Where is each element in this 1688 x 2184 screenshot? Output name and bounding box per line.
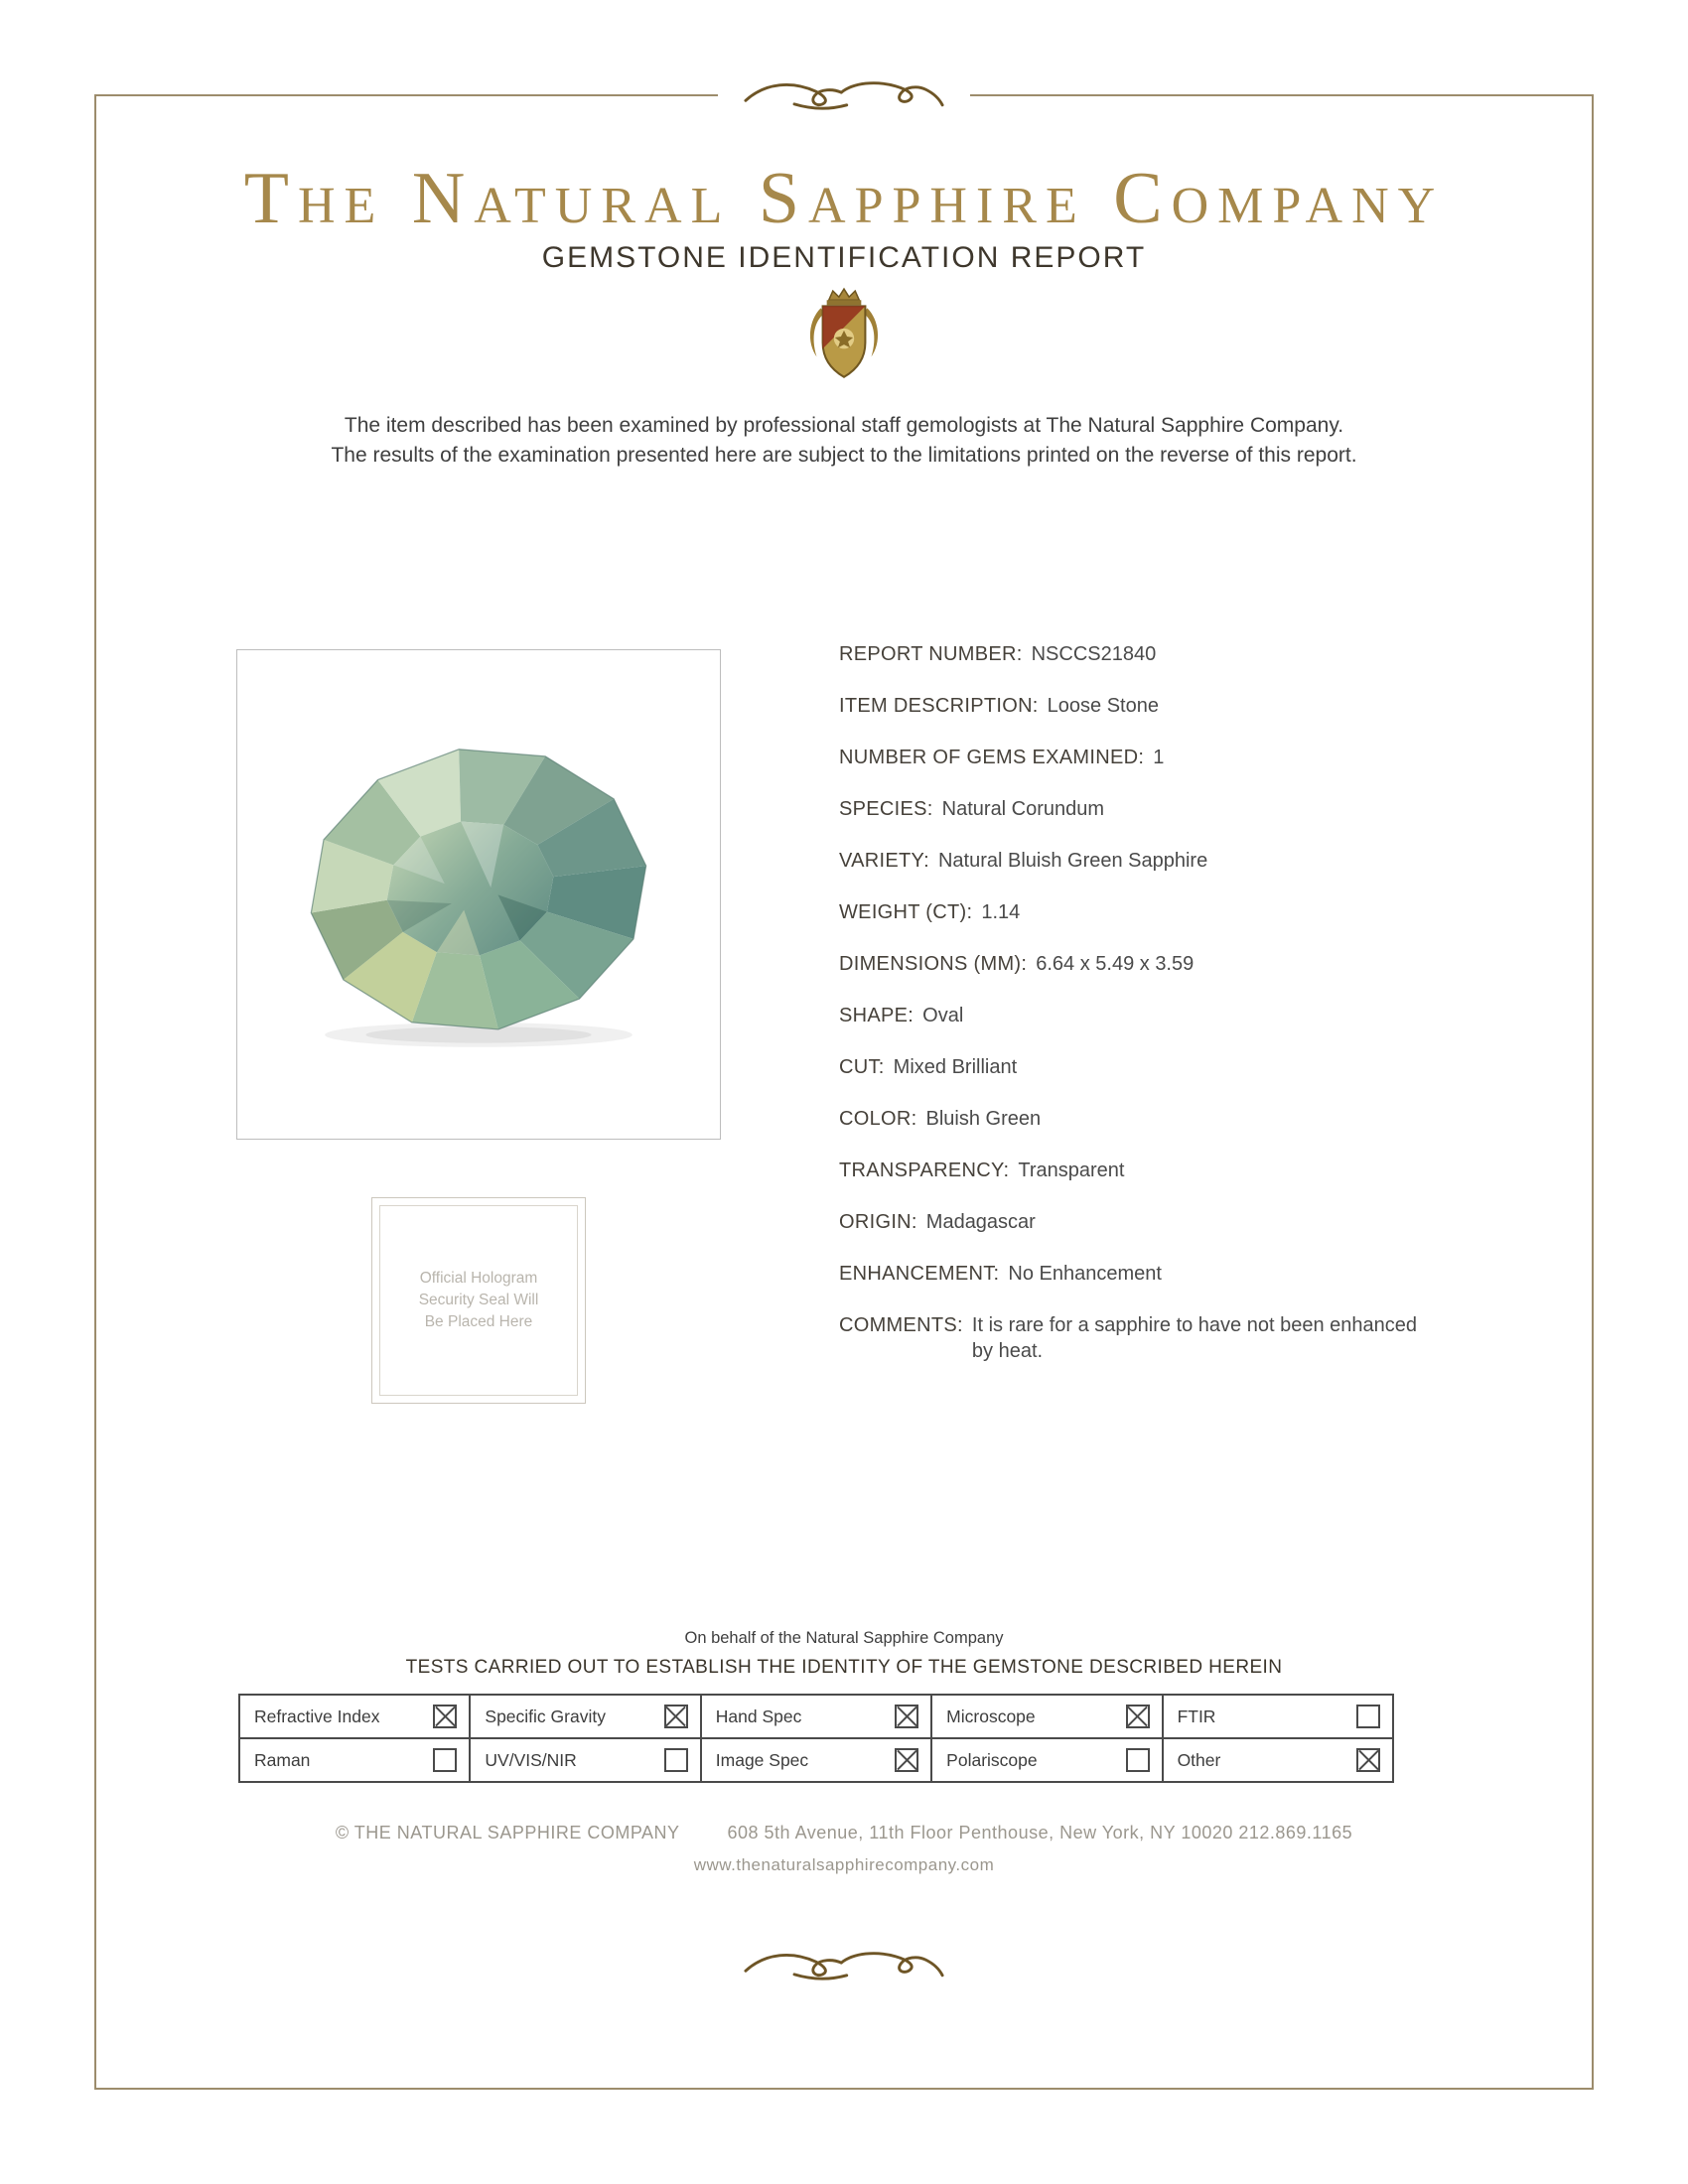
test-cell xyxy=(240,1705,469,1728)
test-checkbox xyxy=(895,1748,918,1772)
hologram-line-2: Security Seal Will xyxy=(418,1292,539,1308)
field-value: Natural Corundum xyxy=(941,798,1105,820)
field-value: It is rare for a sapphire to have not been enhanced by heat. xyxy=(971,1314,1417,1362)
test-cell xyxy=(240,1748,469,1772)
test-checkbox xyxy=(664,1705,688,1728)
test-checkbox xyxy=(664,1748,688,1772)
field-label: DIMENSIONS (MM): xyxy=(839,953,1028,975)
field-value: Madagascar xyxy=(925,1211,1036,1233)
field-row xyxy=(839,745,1425,770)
test-label: Hand Spec xyxy=(715,1706,802,1726)
field-value: NSCCS21840 xyxy=(1031,643,1157,665)
test-label: Polariscope xyxy=(946,1749,1038,1770)
test-cell xyxy=(702,1705,930,1728)
field-row xyxy=(839,899,1425,925)
field-value: Oval xyxy=(922,1005,964,1026)
hologram-placeholder-text xyxy=(379,1205,578,1396)
field-row xyxy=(839,1054,1425,1080)
test-label: Raman xyxy=(254,1749,311,1770)
field-label: SHAPE: xyxy=(839,1005,914,1026)
tests-table xyxy=(238,1694,1394,1783)
tests-row xyxy=(239,1738,1393,1782)
test-cell xyxy=(1164,1748,1392,1772)
field-row xyxy=(839,848,1425,874)
field-row xyxy=(839,1209,1425,1235)
test-label: Refractive Index xyxy=(254,1706,380,1726)
company-name: The Natural Sapphire Company xyxy=(243,158,1445,239)
on-behalf-text: On behalf of the Natural Sapphire Company xyxy=(684,1629,1004,1647)
field-label: ITEM DESCRIPTION: xyxy=(839,695,1039,717)
footer-address: 608 5th Avenue, 11th Floor Penthouse, New York, NY 10020 212.869.1165 xyxy=(727,1823,1353,1843)
scroll-flourish-icon xyxy=(740,1944,948,1983)
field-row-comments xyxy=(839,1312,1425,1364)
company-crest-icon xyxy=(800,286,888,389)
test-label: Specific Gravity xyxy=(485,1706,606,1726)
field-row xyxy=(839,641,1425,667)
hologram-line-3: Be Placed Here xyxy=(424,1313,533,1330)
footer-copyright: © THE NATURAL SAPPHIRE COMPANY xyxy=(335,1823,680,1843)
hologram-placeholder xyxy=(371,1197,586,1404)
report-fields xyxy=(839,641,1425,1390)
field-value: Mixed Brilliant xyxy=(893,1056,1018,1078)
gem-photo xyxy=(290,736,667,1053)
field-label: WEIGHT (CT): xyxy=(839,901,973,923)
field-label: TRANSPARENCY: xyxy=(839,1160,1010,1181)
test-checkbox xyxy=(895,1705,918,1728)
field-row xyxy=(839,796,1425,822)
test-checkbox xyxy=(1356,1705,1380,1728)
tests-title: TESTS CARRIED OUT TO ESTABLISH THE IDENTITY OF THE GEMSTONE DESCRIBED HEREIN xyxy=(405,1657,1283,1678)
field-value: Natural Bluish Green Sapphire xyxy=(937,850,1208,872)
field-row xyxy=(839,951,1425,977)
field-label: ENHANCEMENT: xyxy=(839,1263,1000,1285)
test-cell xyxy=(702,1748,930,1772)
field-label: REPORT NUMBER: xyxy=(839,643,1023,665)
test-label: FTIR xyxy=(1177,1706,1216,1726)
test-label: Image Spec xyxy=(715,1749,809,1770)
test-cell xyxy=(471,1748,699,1772)
test-label: Microscope xyxy=(946,1706,1036,1726)
field-row xyxy=(839,1158,1425,1183)
test-checkbox xyxy=(433,1748,457,1772)
field-value: 1.14 xyxy=(981,901,1021,923)
field-value: 6.64 x 5.49 x 3.59 xyxy=(1036,953,1195,975)
test-label: UV/VIS/NIR xyxy=(485,1749,577,1770)
field-label: VARIETY: xyxy=(839,850,929,872)
field-row xyxy=(839,693,1425,719)
test-cell xyxy=(932,1748,1161,1772)
gem-photo-frame xyxy=(236,649,721,1140)
footer-website: www.thenaturalsapphirecompany.com xyxy=(693,1855,995,1874)
test-cell xyxy=(1164,1705,1392,1728)
field-value: 1 xyxy=(1153,747,1165,768)
intro-text xyxy=(0,411,1688,471)
field-value: Transparent xyxy=(1018,1160,1125,1181)
test-label: Other xyxy=(1177,1749,1221,1770)
field-label: COMMENTS: xyxy=(839,1314,963,1336)
field-row xyxy=(839,1003,1425,1028)
field-value: Bluish Green xyxy=(925,1108,1042,1130)
field-label: SPECIES: xyxy=(839,798,933,820)
tests-row xyxy=(239,1695,1393,1738)
field-label: ORIGIN: xyxy=(839,1211,917,1233)
test-cell xyxy=(932,1705,1161,1728)
scroll-flourish-icon xyxy=(718,73,970,113)
test-checkbox xyxy=(1126,1748,1150,1772)
field-value: No Enhancement xyxy=(1008,1263,1162,1285)
test-checkbox xyxy=(1356,1748,1380,1772)
field-value: Loose Stone xyxy=(1047,695,1159,717)
field-row xyxy=(839,1106,1425,1132)
field-label: NUMBER OF GEMS EXAMINED: xyxy=(839,747,1145,768)
hologram-line-1: Official Hologram xyxy=(419,1270,538,1287)
test-cell xyxy=(471,1705,699,1728)
intro-line-2: The results of the examination presented here are subject to the limitations printed on the reverse of this report. xyxy=(331,444,1357,467)
field-label: CUT: xyxy=(839,1056,885,1078)
test-checkbox xyxy=(433,1705,457,1728)
field-label: COLOR: xyxy=(839,1108,917,1130)
field-row xyxy=(839,1261,1425,1287)
footer-contact-line xyxy=(0,1823,1688,1843)
intro-line-1: The item described has been examined by professional staff gemologists at The Natural Sapphire Company. xyxy=(344,414,1344,437)
report-title: GEMSTONE IDENTIFICATION REPORT xyxy=(541,241,1147,274)
test-checkbox xyxy=(1126,1705,1150,1728)
